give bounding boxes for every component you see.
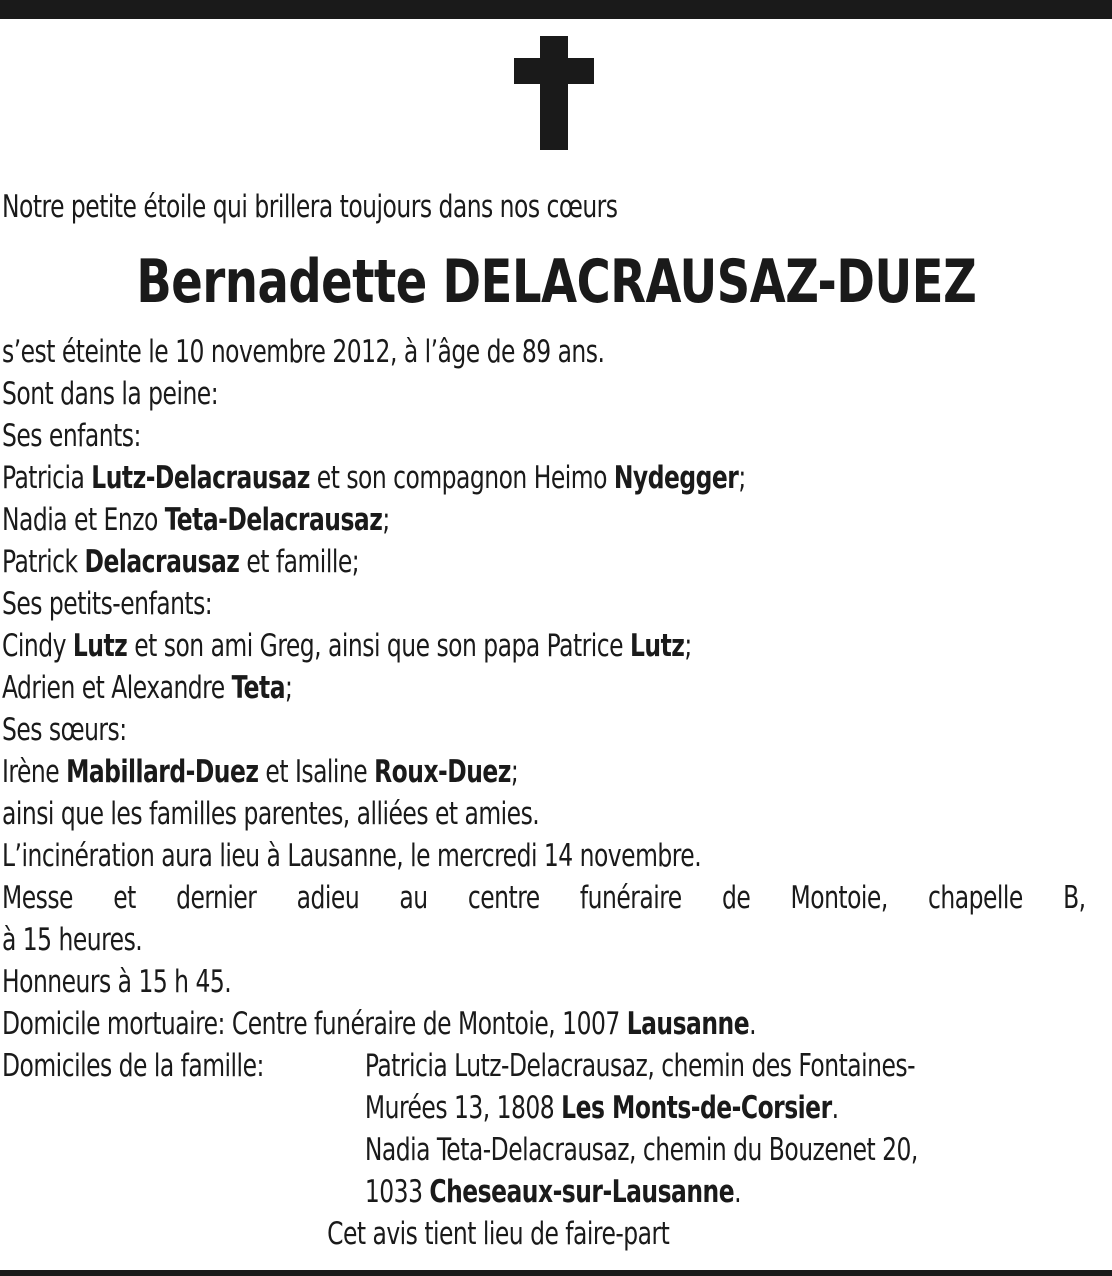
top-rule bbox=[0, 0, 1112, 19]
death-line: s’est éteinte le 10 novembre 2012, à l’âge de 89 ans. bbox=[2, 334, 605, 370]
family-address-line: Domiciles de la famille: Patricia Lutz-Delacrausaz, chemin des Fontaines- bbox=[2, 1045, 1086, 1087]
deceased-name bbox=[0, 244, 1112, 320]
family-line: Adrien et Alexandre Teta; bbox=[2, 670, 293, 706]
cross-icon bbox=[514, 36, 594, 150]
honours-line: Honneurs à 15 h 45. bbox=[2, 964, 232, 1000]
family-address-label: Domiciles de la famille: bbox=[2, 1048, 264, 1084]
service-time-line: à 15 heures. bbox=[2, 922, 143, 958]
bottom-rule bbox=[0, 1270, 1112, 1276]
cremation-line: L’incinération aura lieu à Lausanne, le mercredi 14 novembre. bbox=[2, 838, 702, 874]
relatives-line: ainsi que les familles parentes, alliées et amies. bbox=[2, 796, 540, 832]
intro-line: Notre petite étoile qui brillera toujours dans nos cœurs bbox=[2, 189, 618, 225]
mortuary-line: Domicile mortuaire: Centre funéraire de Montoie, 1007 Lausanne. bbox=[2, 1006, 757, 1042]
children-heading: Ses enfants: bbox=[2, 418, 141, 454]
deceased-name-text: Bernadette DELACRAUSAZ-DUEZ bbox=[136, 247, 976, 317]
mourners-heading: Sont dans la peine: bbox=[2, 376, 219, 412]
family-address-line: 1033 Cheseaux-sur-Lausanne. bbox=[364, 1174, 742, 1210]
notice-body bbox=[2, 331, 1086, 1255]
family-address-line: Murées 13, 1808 Les Monts-de-Corsier. bbox=[364, 1090, 839, 1126]
closing-note: Cet avis tient lieu de faire-part bbox=[327, 1216, 670, 1252]
family-line: Patrick Delacrausaz et famille; bbox=[2, 544, 360, 580]
family-line: Nadia et Enzo Teta-Delacrausaz; bbox=[2, 502, 390, 538]
sisters-heading: Ses sœurs: bbox=[2, 712, 127, 748]
grandchildren-heading: Ses petits-enfants: bbox=[2, 586, 213, 622]
family-line: Patricia Lutz-Delacrausaz et son compagnon Heimo Nydegger; bbox=[2, 460, 746, 496]
service-line: Messe et dernier adieu au centre funéraire de Montoie, chapelle B, bbox=[2, 880, 1086, 916]
family-address-line: Nadia Teta-Delacrausaz, chemin du Bouzenet 20, bbox=[364, 1132, 918, 1168]
family-line: Cindy Lutz et son ami Greg, ainsi que son papa Patrice Lutz; bbox=[2, 628, 692, 664]
family-line: Irène Mabillard-Duez et Isaline Roux-Duez; bbox=[2, 754, 519, 790]
